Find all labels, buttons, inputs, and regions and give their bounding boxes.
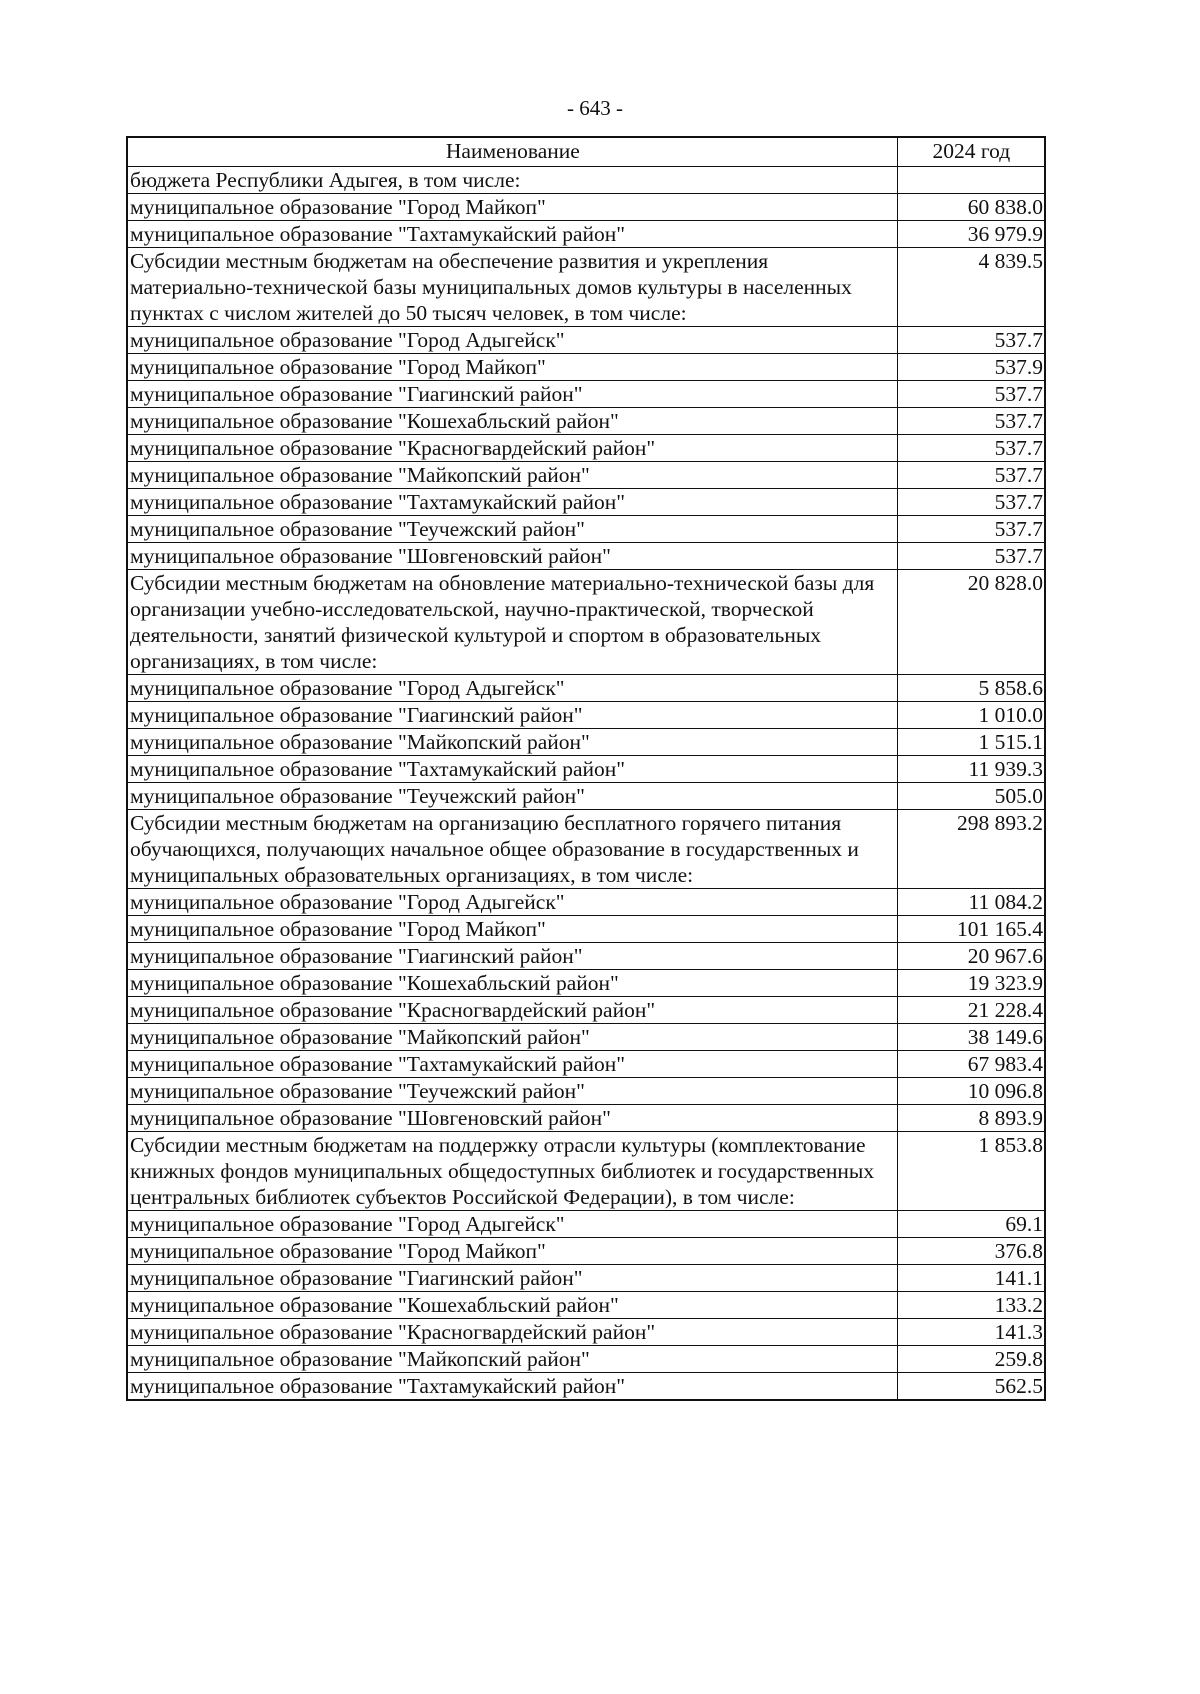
budget-table [126, 136, 1046, 1401]
table-row [127, 408, 1045, 435]
row-value-cell: 67 983.4 [897, 1051, 1045, 1078]
row-name-cell: муниципальное образование "Город Майкоп" [127, 916, 897, 943]
table-row [127, 1051, 1045, 1078]
row-value-cell: 376.8 [897, 1238, 1045, 1265]
row-name-cell: муниципальное образование "Город Адыгейск" [127, 675, 897, 702]
row-name-cell: муниципальное образование "Город Адыгейск" [127, 889, 897, 916]
table-row [127, 327, 1045, 354]
table-row [127, 1292, 1045, 1319]
table-row [127, 889, 1045, 916]
row-name-cell: муниципальное образование "Теучежский район" [127, 516, 897, 543]
row-value-cell: 562.5 [897, 1373, 1045, 1401]
table-row [127, 489, 1045, 516]
table-row [127, 943, 1045, 970]
table-row [127, 702, 1045, 729]
row-value-cell: 4 839.5 [897, 248, 1045, 327]
row-name-cell: Субсидии местным бюджетам на организацию бесплатного горячего питания обучающихся, получающих начальное общее образование в государственных и муниципальных образовательных организациях, в том числе: [127, 810, 897, 889]
row-name-cell: муниципальное образование "Город Адыгейск" [127, 327, 897, 354]
table-row [127, 516, 1045, 543]
row-value-cell: 141.3 [897, 1319, 1045, 1346]
table-row [127, 756, 1045, 783]
row-name-cell: муниципальное образование "Город Адыгейск" [127, 1211, 897, 1238]
row-name-cell: муниципальное образование "Город Майкоп" [127, 1238, 897, 1265]
row-value-cell: 537.9 [897, 354, 1045, 381]
table-row [127, 1211, 1045, 1238]
row-name-cell: муниципальное образование "Гиагинский район" [127, 702, 897, 729]
table-row [127, 997, 1045, 1024]
row-value-cell: 259.8 [897, 1346, 1045, 1373]
row-name-cell: муниципальное образование "Гиагинский район" [127, 381, 897, 408]
table-row [127, 1265, 1045, 1292]
row-name-cell: муниципальное образование "Гиагинский район" [127, 1265, 897, 1292]
row-name-cell: муниципальное образование "Гиагинский район" [127, 943, 897, 970]
row-name-cell: муниципальное образование "Майкопский район" [127, 1346, 897, 1373]
row-name-cell: муниципальное образование "Майкопский район" [127, 462, 897, 489]
table-row [127, 194, 1045, 221]
row-name-cell: Субсидии местным бюджетам на обновление материально-технической базы для организации учебно-исследовательской, научно-практической, творческой деятельности, занятий физической культурой и спортом в образовательных организациях, в том числе: [127, 570, 897, 675]
row-value-cell: 537.7 [897, 543, 1045, 570]
row-value-cell: 298 893.2 [897, 810, 1045, 889]
row-value-cell: 101 165.4 [897, 916, 1045, 943]
table-row [127, 1346, 1045, 1373]
row-value-cell: 1 010.0 [897, 702, 1045, 729]
row-name-cell: муниципальное образование "Тахтамукайский район" [127, 221, 897, 248]
row-name-cell: муниципальное образование "Майкопский район" [127, 729, 897, 756]
row-value-cell: 60 838.0 [897, 194, 1045, 221]
table-row [127, 1024, 1045, 1051]
row-value-cell: 141.1 [897, 1265, 1045, 1292]
row-name-cell: муниципальное образование "Шовгеновский район" [127, 1105, 897, 1132]
row-value-cell: 11 939.3 [897, 756, 1045, 783]
table-row [127, 1105, 1045, 1132]
row-name-cell: муниципальное образование "Тахтамукайский район" [127, 756, 897, 783]
row-value-cell: 537.7 [897, 516, 1045, 543]
row-value-cell: 1 515.1 [897, 729, 1045, 756]
row-value-cell: 10 096.8 [897, 1078, 1045, 1105]
table-row [127, 435, 1045, 462]
row-value-cell: 69.1 [897, 1211, 1045, 1238]
row-name-cell: муниципальное образование "Теучежский район" [127, 1078, 897, 1105]
table-row [127, 970, 1045, 997]
row-value-cell: 537.7 [897, 462, 1045, 489]
table-row [127, 1078, 1045, 1105]
table-row [127, 1373, 1045, 1401]
table-row [127, 248, 1045, 327]
row-value-cell: 505.0 [897, 783, 1045, 810]
row-name-cell: муниципальное образование "Тахтамукайский район" [127, 1373, 897, 1401]
row-name-cell: бюджета Республики Адыгея, в том числе: [127, 167, 897, 194]
table-row [127, 1132, 1045, 1211]
row-name-cell: муниципальное образование "Шовгеновский район" [127, 543, 897, 570]
row-value-cell: 20 967.6 [897, 943, 1045, 970]
row-name-cell: муниципальное образование "Кошехабльский район" [127, 1292, 897, 1319]
table-row [127, 167, 1045, 194]
table-body [127, 167, 1045, 1401]
row-name-cell: Субсидии местным бюджетам на поддержку отрасли культуры (комплектование книжных фондов муниципальных общедоступных библиотек и государственных центральных библиотек субъектов Российской Федерации), в том числе: [127, 1132, 897, 1211]
row-name-cell: муниципальное образование "Город Майкоп" [127, 194, 897, 221]
table-row [127, 1319, 1045, 1346]
row-value-cell: 8 893.9 [897, 1105, 1045, 1132]
row-name-cell: муниципальное образование "Майкопский район" [127, 1024, 897, 1051]
table-row [127, 354, 1045, 381]
row-value-cell: 21 228.4 [897, 997, 1045, 1024]
row-name-cell: муниципальное образование "Тахтамукайский район" [127, 1051, 897, 1078]
row-name-cell: муниципальное образование "Тахтамукайский район" [127, 489, 897, 516]
row-value-cell: 19 323.9 [897, 970, 1045, 997]
table-row [127, 1238, 1045, 1265]
row-value-cell: 5 858.6 [897, 675, 1045, 702]
row-name-cell: муниципальное образование "Кошехабльский район" [127, 408, 897, 435]
page-number: - 643 - [567, 96, 623, 120]
row-value-cell: 1 853.8 [897, 1132, 1045, 1211]
row-name-cell: муниципальное образование "Теучежский район" [127, 783, 897, 810]
row-name-cell: муниципальное образование "Кошехабльский район" [127, 970, 897, 997]
table-row [127, 916, 1045, 943]
table-row [127, 810, 1045, 889]
row-value-cell [897, 167, 1045, 194]
row-value-cell: 537.7 [897, 381, 1045, 408]
row-name-cell: муниципальное образование "Красногвардейский район" [127, 997, 897, 1024]
table-row [127, 570, 1045, 675]
row-value-cell: 537.7 [897, 408, 1045, 435]
row-name-cell: Субсидии местным бюджетам на обеспечение развития и укрепления материально-технической базы муниципальных домов культуры в населенных пунктах с числом жителей до 50 тысяч человек, в том числе: [127, 248, 897, 327]
table-row [127, 675, 1045, 702]
row-name-cell: муниципальное образование "Красногвардейский район" [127, 435, 897, 462]
table-header-row [127, 137, 1045, 167]
table-row [127, 543, 1045, 570]
table-row [127, 221, 1045, 248]
table-row [127, 729, 1045, 756]
column-header-year: 2024 год [897, 137, 1045, 167]
row-value-cell: 11 084.2 [897, 889, 1045, 916]
row-value-cell: 537.7 [897, 435, 1045, 462]
row-value-cell: 38 149.6 [897, 1024, 1045, 1051]
row-value-cell: 537.7 [897, 489, 1045, 516]
column-header-name: Наименование [127, 137, 897, 167]
row-name-cell: муниципальное образование "Красногвардейский район" [127, 1319, 897, 1346]
table-row [127, 381, 1045, 408]
row-value-cell: 20 828.0 [897, 570, 1045, 675]
table-row [127, 783, 1045, 810]
row-value-cell: 36 979.9 [897, 221, 1045, 248]
row-name-cell: муниципальное образование "Город Майкоп" [127, 354, 897, 381]
row-value-cell: 133.2 [897, 1292, 1045, 1319]
table-row [127, 462, 1045, 489]
row-value-cell: 537.7 [897, 327, 1045, 354]
